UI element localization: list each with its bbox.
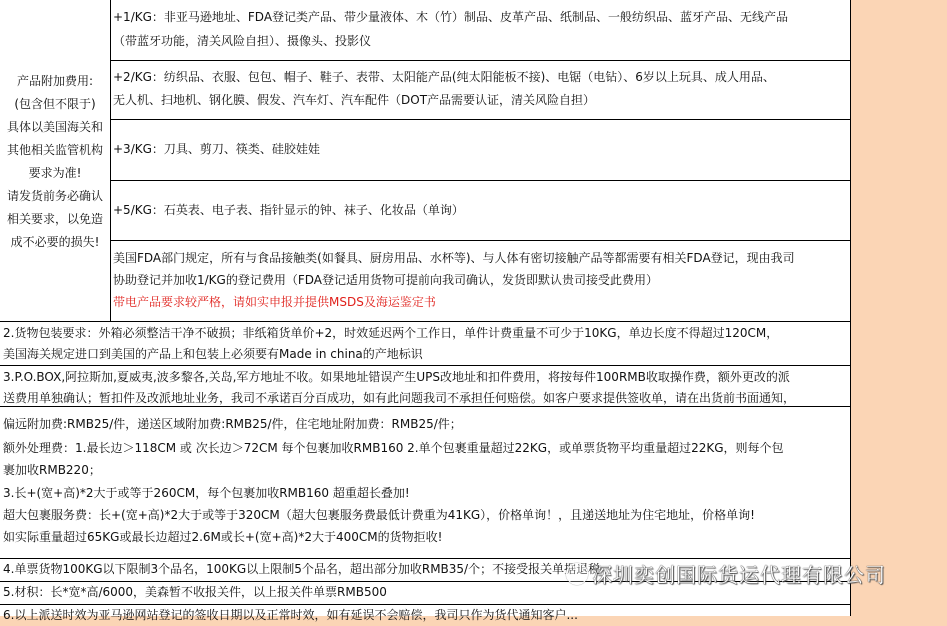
surcharge-row-5kg: +5/KG：石英表、电子表、指针显示的钟、袜子、化妆品（单询） xyxy=(113,203,464,217)
address-rule-cont: 送费用单独确认；暂扣件及改派地址业务，我司不承诺百分百成功，如有此问题我司不承担任何赔偿。如客户要求提供签收单，请在出货前书面通知， xyxy=(3,391,796,405)
label-line: (包含但不限于) xyxy=(14,97,96,111)
label-line: 相关要求，以免造 xyxy=(6,212,103,226)
surcharge-row-1kg-cont: （带蓝牙功能，清关风险自担）、摄像头、投影仪 xyxy=(113,34,372,48)
row-divider xyxy=(110,180,851,181)
electronics-warning: 带电产品要求较严格，请如实申报并提供MSDS及海运鉴定书 xyxy=(113,295,436,309)
fee-line: 额外处理费：1.最长边＞118CM 或 次长边＞72CM 每个包裹加收RMB160 2.单个包裹重量超过22KG，或单票货物平均重量超过22KG，则每个包 xyxy=(3,441,784,455)
surcharge-row-2kg: +2/KG：纺织品、衣服、包包、帽子、鞋子、表带、太阳能产品(纯太阳能板不接)、电锯（电钻）、6岁以上玩具、成人用品、 xyxy=(113,70,775,84)
surcharge-row-2kg-cont: 无人机、扫地机、钢化膜、假发、汽车灯、汽车配件（DOT产品需要认证，清关风险自担） xyxy=(113,93,596,107)
sheet-right-border xyxy=(850,0,851,616)
row-divider xyxy=(110,60,851,61)
product-name-limit-rule: 4.单票货物100KG以下限制3个品名，100KG以上限制5个品名，超出部分加收RMB35/个；不接受报关单据退税 xyxy=(3,562,601,576)
row-divider xyxy=(110,119,851,120)
fee-line: 如实际重量超过65KG或最长边超过2.6M或长+(宽+高)*2大于400CM的货物拒收! xyxy=(3,530,443,544)
wechat-logo-icon xyxy=(566,563,588,585)
label-line: 产品附加费用: xyxy=(16,74,94,88)
delivery-time-rule: 6.以上派送时效为亚马逊网站登记的签收日期以及正常时效，如有延误不会赔偿，我司只作为货代通知客户... xyxy=(3,608,578,622)
company-watermark: 深圳奕创国际货运代理有限公司 xyxy=(592,563,886,587)
label-line: 请发货前务必确认 xyxy=(6,189,103,203)
fda-note-cont: 协助登记并加收1/KG的登记费用（FDA登记适用货物可提前向我司确认，发货即默认贵司接受此费用） xyxy=(113,273,658,287)
surcharge-category-label xyxy=(0,70,110,254)
label-line: 具体以美国海关和 xyxy=(6,120,103,134)
label-line: 成不必要的损失! xyxy=(10,235,100,249)
column-divider xyxy=(110,0,111,321)
label-line: 要求为准! xyxy=(28,166,82,180)
fee-line: 超大包裹服务费：长+(宽+高)*2大于或等于320CM（超大包裹服务费最低计费重为41KG），价格单询！，且递送地址为住宅地址，价格单询! xyxy=(3,508,755,522)
fda-note: 美国FDA部门规定，所有与食品接触类(如餐具、厨房用品、水杯等)、与人体有密切接触产品等都需要有相关FDA登记，现由我司 xyxy=(113,251,795,265)
fee-line: 裹加收RMB220； xyxy=(3,463,101,477)
packaging-rule-cont: 美国海关规定进口到美国的产品上和包装上必须要有Made in china的产地标识 xyxy=(3,347,423,361)
label-line: 其他相关监管机构 xyxy=(6,143,103,157)
row-divider xyxy=(110,240,851,241)
volume-weight-rule: 5.材积：长*宽*高/6000，美森暂不收报关件，以上报关件单票RMB500 xyxy=(3,585,387,599)
fee-line: 3.长+(宽+高)*2大于或等于260CM，每个包裹加收RMB160 超重超长叠加! xyxy=(3,486,410,500)
fee-line: 偏远附加费:RMB25/件，递送区域附加费:RMB25/件，住宅地址附加费：RMB25/件； xyxy=(3,417,462,431)
packaging-rule: 2.货物包装要求：外箱必须整洁干净不破损；非纸箱货单价+2，时效延迟两个工作日，单件计费重量不可少于10KG，单边长度不得超过120CM， xyxy=(3,326,779,340)
surcharge-row-1kg: +1/KG：非亚马逊地址、FDA登记类产品、带少量液体、木（竹）制品、皮革产品、纸制品、一般纺织品、蓝牙产品、无线产品 xyxy=(113,10,789,24)
surcharge-row-3kg: +3/KG：刀具、剪刀、筷类、硅胶娃娃 xyxy=(113,142,320,156)
address-rule: 3.P.O.BOX,阿拉斯加,夏威夷,波多黎各,关岛,军方地址不收。如果地址错误产生UPS改地址和扣件费用，将按每件100RMB收取操作费，额外更改的派 xyxy=(3,370,790,384)
